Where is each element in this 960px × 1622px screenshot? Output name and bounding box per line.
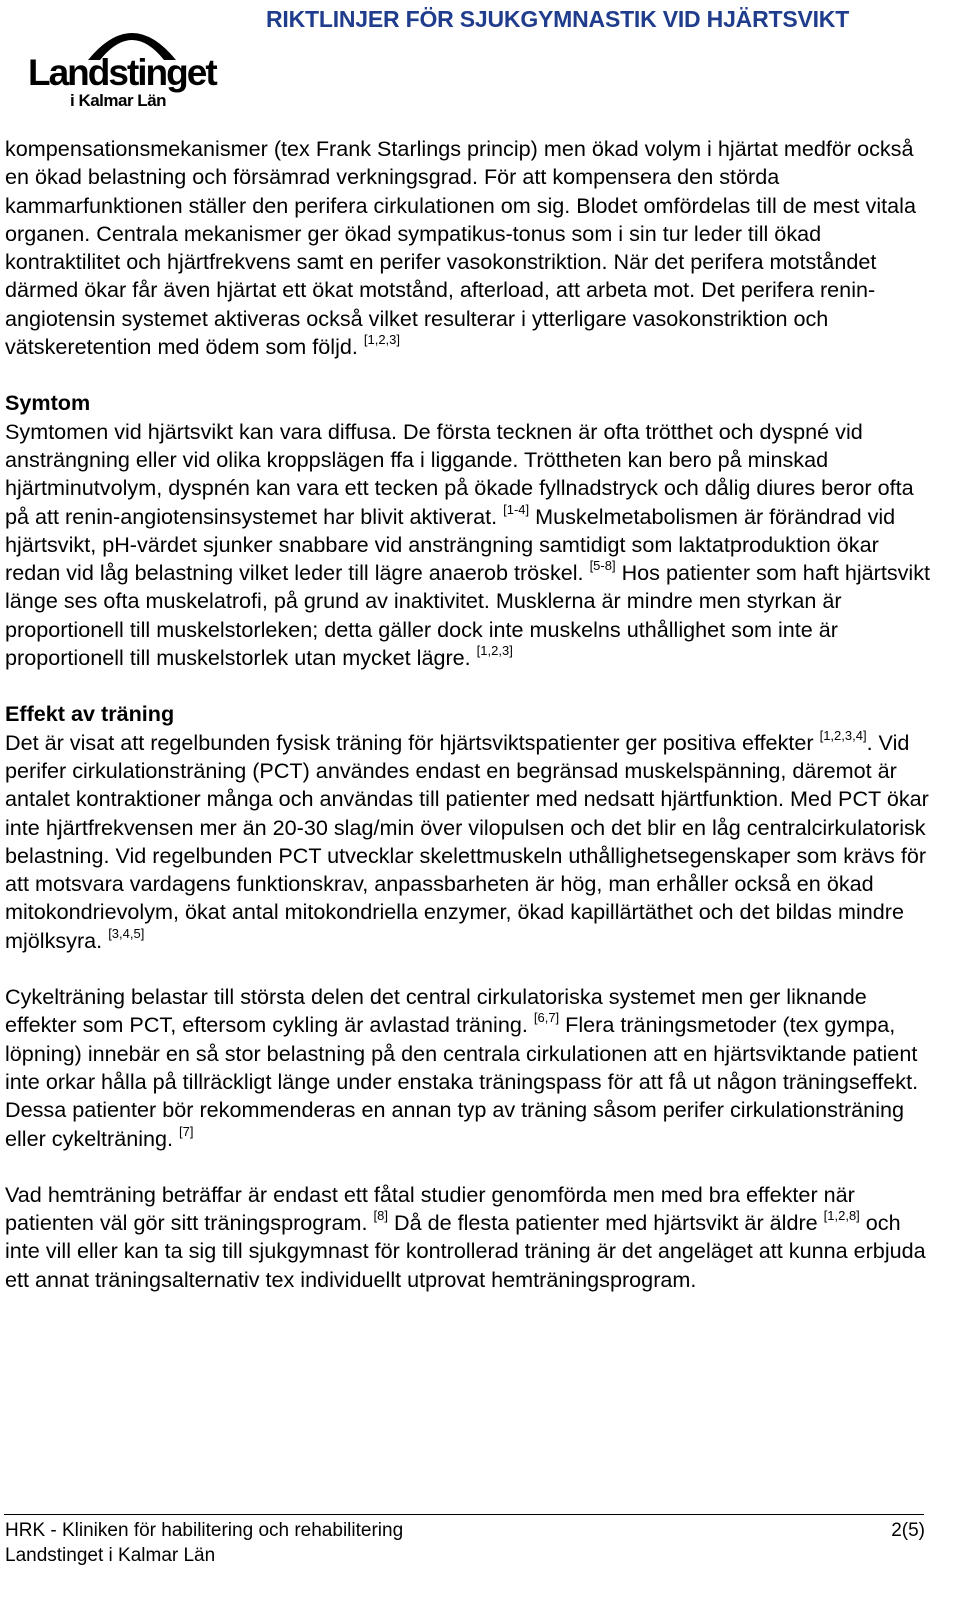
logo-subtext: i Kalmar Län <box>70 91 167 110</box>
paragraph-training-effect <box>5 729 935 955</box>
paragraph-text: Hos patienter som haft hjärtsvikt länge ses ofta muskelatrofi, på grund av inaktivitet. Musklerna är mindre men styrkan är proportionell till muskelstorleken; detta gäller dock inte muskelns uthållighet som inte är proportionell till muskelstorlek utan mycket lägre. <box>5 560 931 671</box>
citation: [8] <box>373 1208 388 1224</box>
footer <box>5 1518 925 1568</box>
paragraph-text: kompensationsmekanismer (tex Frank Starlings princip) men ökad volym i hjärtat medför också en ökad belastning och försämrad verkningsgrad. För att kompensera den störda kammarfunktionen ställer den perifera cirkulationen om sig. Blodet omfördelas till de mest vitala organen. Centrala mekanismer ger ökad sympatikus-tonus som i sin tur leder till ökad kontraktilitet och hjärtfrekvens samt en perifer vasokonstriktion. När det perifera motståndet därmed ökar får även hjärtat ett ökat motstånd, afterload, att arbeta mot. Det perifera renin-angiotensin systemet aktiveras också vilket resulterar i ytterligare vasokonstriktion och vätskeretention med ödem som följd. <box>5 136 916 360</box>
page-number: 2(5) <box>891 1520 925 1541</box>
citation: [7] <box>179 1123 194 1139</box>
paragraph-text: . Vid perifer cirkulationsträning (PCT) användes endast en begränsad muskelspänning, däremot är antalet kontraktioner många och användas till patienter med nedsatt hjärtfunktion. Med PCT ökar inte hjärtfrekvensen mer än 20-30 slag/min över vilopulsen och det blir en låg centralcirkulatorisk belastning. Vid regelbunden PCT utvecklar skelettmuskeln uthållighetsegenskaper som krävs för att motsvara vardagens funktionskrav, anpassbarheten är hög, man erhåller också en ökad mitokondrievolym, ökat antal mitokondriella enzymer, ökad kapillärtäthet och det bildas mindre mjölksyra. <box>5 729 929 953</box>
document-body <box>5 135 935 1294</box>
paragraph-symptoms <box>5 418 935 673</box>
heading-training-effect: Effekt av träning <box>5 701 175 727</box>
citation: [3,4,5] <box>108 925 145 941</box>
document-title: RIKTLINJER FÖR SJUKGYMNASTIK VID HJÄRTSVIKT <box>266 6 850 32</box>
logo <box>22 6 222 110</box>
paragraph-text: Vad hemträning beträffar är endast ett fåtal studier genomförda men med bra effekter när patienten väl gör sitt träningsprogram. <box>5 1181 855 1236</box>
paragraph-compensation <box>5 135 935 361</box>
footer-organization: Landstinget i Kalmar Län <box>5 1545 216 1566</box>
footer-clinic: HRK - Kliniken för habilitering och rehabilitering <box>5 1520 404 1541</box>
paragraph-text: Cykelträning belastar till största delen det central cirkulatoriska systemet men ger liknande effekter som PCT, eftersom cykling är avlastad träning. <box>5 984 867 1038</box>
citation: [1,2,3] <box>476 643 513 659</box>
paragraph-text: Muskelmetabolismen är förändrad vid hjärtsvikt, pH-värdet sjunker snabbare vid ansträngning samtidigt som laktatproduktion ökar redan vid låg belastning vilket leder till lägre anaerob tröskel. <box>5 503 896 586</box>
paragraph-text: Flera träningsmetoder (tex gympa, löpning) innebär en så stor belastning på den centrala cirkulationen att en hjärtsviktande patient inte orkar hålla på tillräckligt länge under enstaka träningspass för att få ut någon träningseffekt. Dessa patienter bör rekommenderas en annan typ av träning såsom perifer cirkulationsträning eller cykelträning. <box>5 1012 919 1151</box>
logo-text: Landstinget <box>28 52 216 93</box>
paragraph-text: och inte vill eller kan ta sig till sjukgymnast för kontrollerad träning är det angeläget att kunna erbjuda ett annat träningsalternativ tex individuellt utprovat hemträningsprogram. <box>5 1210 926 1292</box>
paragraph-home-training <box>5 1181 935 1294</box>
paragraph-cycling <box>5 983 935 1153</box>
paragraph-text: Då de flesta patienter med hjärtsvikt är äldre <box>387 1210 824 1236</box>
citation: [1,2,3] <box>363 332 401 348</box>
citation: [5-8] <box>589 558 616 574</box>
citation: [6,7] <box>533 1010 560 1026</box>
footer-divider <box>4 1514 924 1515</box>
citation: [1,2,3,4] <box>819 727 867 743</box>
heading-symptoms: Symtom <box>5 390 91 416</box>
citation: [1-4] <box>503 501 530 517</box>
paragraph-text: Det är visat att regelbunden fysisk träning för hjärtsviktspatienter ger positiva effekter <box>5 729 820 755</box>
citation: [1,2,8] <box>823 1208 860 1224</box>
paragraph-text: Symtomen vid hjärtsvikt kan vara diffusa. De första tecknen är ofta trötthet och dyspné vid ansträngning eller vid olika kroppslägen ffa i liggande. Tröttheten kan bero på minskad hjärtminutvolym, dyspnén kan vara ett tecken på ökade fyllnadstryck och dålig diures beror ofta på att renin-angiotensinsystemet har blivit aktiverat. <box>5 418 914 529</box>
